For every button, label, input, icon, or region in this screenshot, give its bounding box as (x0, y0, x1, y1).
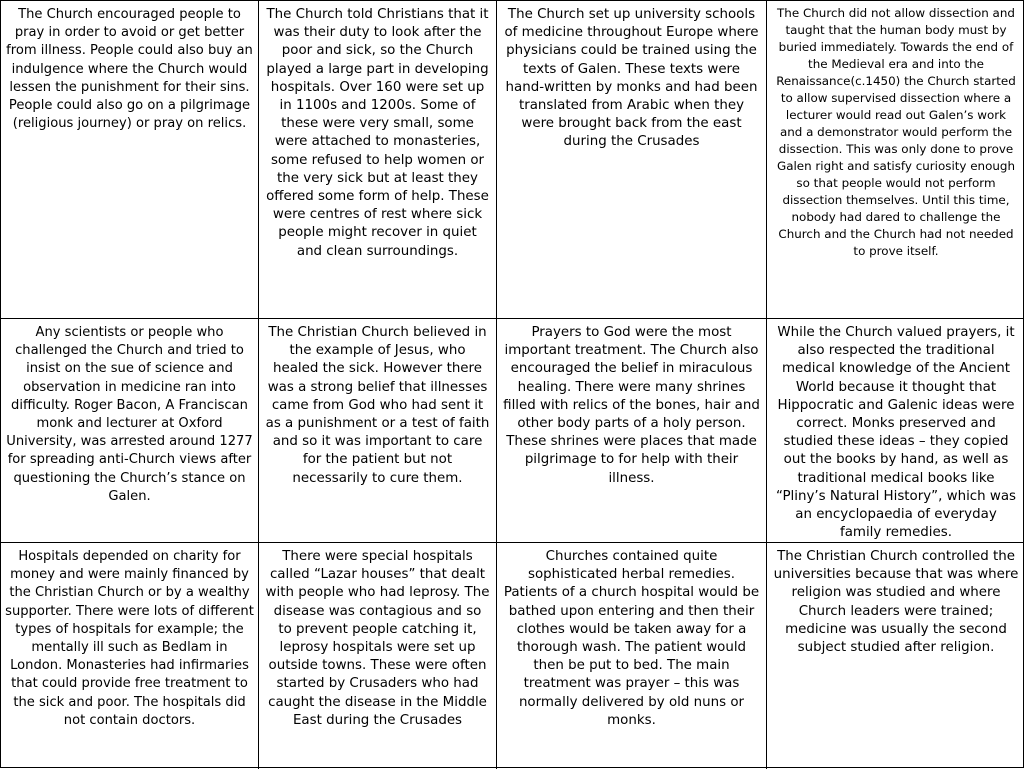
table-cell: While the Church valued prayers, it also respected the traditional medical knowledge of the Ancient World because it thought that Hippocratic and Galenic ideas were correct. Monks preserved and studied these ideas – they copied out the books by hand, as well as traditional medical books like “Pliny’s Natural History”, which was an encyclopaedia of everyday family remedies. (767, 319, 1024, 543)
table-cell: The Christian Church controlled the universities because that was where religion was studied and where Church leaders were trained; medicine was usually the second subject studied after religion. (773, 549, 1019, 656)
table-cell: The Church encouraged people to pray in order to avoid or get better from illness. People could also buy an indulgence where the Church would lessen the punishment for their sins. People could also go on a pilgrimage (religious journey) or pray on relics. (1, 1, 259, 319)
table-cell: Hospitals depended on charity for money and were mainly financed by the Christian Church or by a wealthy supporter. There were lots of different types of hospitals for example; the mentally ill such as Bedlam in London. Monasteries had infirmaries that could provide free treatment to the sick and poor. The hospitals did not contain doctors. (1, 543, 259, 769)
table-cell: Churches contained quite sophisticated herbal remedies. Patients of a church hospital would be bathed upon entering and then their clothes would be taken away for a thorough wash. The patient would then be put to bed. The main treatment was prayer – this was normally delivered by old nuns or monks. (497, 543, 767, 769)
table-cell: Any scientists or people who challenged the Church and tried to insist on the sue of science and observation in medicine ran into difficulty. Roger Bacon, A Franciscan monk and lecturer at Oxford University, was arrested around 1277 for spreading anti-Church views after questioning the Church’s stance on Galen. (1, 319, 259, 543)
table-cell: The Church told Christians that it was their duty to look after the poor and sick, so the Church played a large part in developing hospitals. Over 160 were set up in 1100s and 1200s. Some of these were very small, some were attached to monasteries, some refused to help women or the very sick but at least they offered some form of help. These were centres of rest where sick people might recover in quiet and clean surroundings. (259, 1, 497, 319)
table-cell: The Christian Church believed in the example of Jesus, who healed the sick. However there was a strong belief that illnesses came from God who had sent it as a punishment or a test of faith and so it was important to care for the patient but not necessarily to cure them. (259, 319, 497, 543)
table-cell: Prayers to God were the most important treatment. The Church also encouraged the belief in miraculous healing. There were many shrines filled with relics of the bones, hair and other body parts of a holy person. These shrines were places that made pilgrimage to for help with their illness. (497, 319, 767, 543)
table-cell: The Church set up university schools of medicine throughout Europe where physicians could be trained using the texts of Galen. These texts were hand-written by monks and had been translated from Arabic when they were brought back from the east during the Crusades (497, 1, 767, 319)
table-cell: There were special hospitals called “Lazar houses” that dealt with people who had leprosy. The disease was contagious and so to prevent people catching it, leprosy hospitals were set up outside towns. These were often started by Crusaders who had caught the disease in the Middle East during the Crusades (259, 543, 497, 769)
table-cell: The Church did not allow dissection and taught that the human body must by buried immediately. Towards the end of the Medieval era and into the Renaissance(c.1450) the Church started to allow supervised dissection where a lecturer would read out Galen’s work and a demonstrator would perform the dissection. This was only done to prove Galen right and satisfy curiosity enough so that people would not perform dissection themselves. Until this time, nobody had dared to challenge the Church and the Church had not needed to prove itself. (767, 1, 1024, 319)
